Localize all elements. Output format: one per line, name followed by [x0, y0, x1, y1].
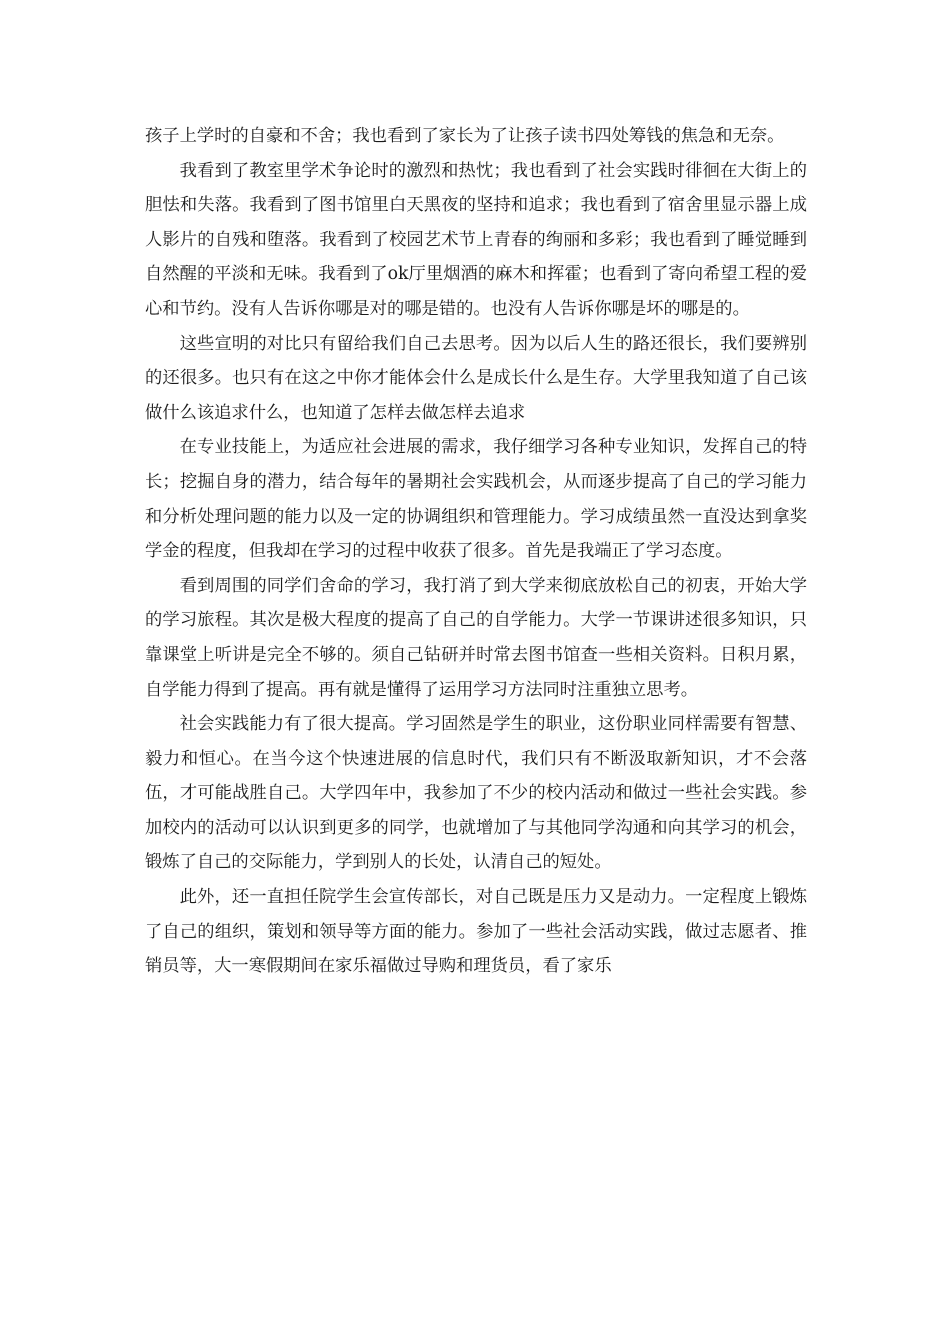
- paragraph: 在专业技能上，为适应社会进展的需求，我仔细学习各种专业知识，发挥自己的特长；挖掘自身的潜力，结合每年的暑期社会实践机会，从而逐步提高了自己的学习能力和分析处理问题的能力以及一定的协调组织和管理能力。学习成绩虽然一直没达到拿奖学金的程度，但我却在学习的过程中收获了很多。首先是我端正了学习态度。: [145, 437, 807, 562]
- paragraph: 社会实践能力有了很大提高。学习固然是学生的职业，这份职业同样需要有智慧、毅力和恒心。在当今这个快速进展的信息时代，我们只有不断汲取新知识，才不会落伍，才可能战胜自己。大学四年中，我参加了不少的校内活动和做过一些社会实践。参加校内的活动可以认识到更多的同学，也就增加了与其他同学沟通和向其学习的机会，锻炼了自己的交际能力，学到别人的长处，认清自己的短处。: [145, 714, 807, 873]
- paragraph: 此外，还一直担任院学生会宣传部长，对自己既是压力又是动力。一定程度上锻炼了自己的组织，策划和领导等方面的能力。参加了一些社会活动实践，做过志愿者、推销员等，大一寒假期间在家乐福做过导购和理货员，看了家乐: [145, 887, 807, 977]
- paragraph: 我看到了教室里学术争论时的激烈和热忱；我也看到了社会实践时徘徊在大街上的胆怯和失落。我看到了图书馆里白天黑夜的坚持和追求；我也看到了宿舍里显示器上成人影片的自残和堕落。我看到了校园艺术节上青春的绚丽和多彩；我也看到了睡觉睡到自然醒的平淡和无味。我看到了ok厅里烟酒的麻木和挥霍；也看到了寄向希望工程的爱心和节约。没有人告诉你哪是对的哪是错的。也没有人告诉你哪是坏的哪是的。: [145, 160, 807, 319]
- paragraph: 看到周围的同学们舍命的学习，我打消了到大学来彻底放松自己的初衷，开始大学的学习旅程。其次是极大程度的提高了自己的自学能力。大学一节课讲述很多知识，只靠课堂上听讲是完全不够的。须自己钻研并时常去图书馆查一些相关资料。日积月累，自学能力得到了提高。再有就是懂得了运用学习方法同时注重独立思考。: [145, 575, 807, 700]
- paragraph: 这些宣明的对比只有留给我们自己去思考。因为以后人生的路还很长，我们要辨别的还很多。也只有在这之中你才能体会什么是成长什么是生存。大学里我知道了自己该做什么该追求什么，也知道了怎样去做怎样去追求: [145, 333, 807, 423]
- paragraph-continued: 孩子上学时的自豪和不舍；我也看到了家长为了让孩子读书四处筹钱的焦急和无奈。: [145, 126, 785, 146]
- document-body: [145, 119, 807, 984]
